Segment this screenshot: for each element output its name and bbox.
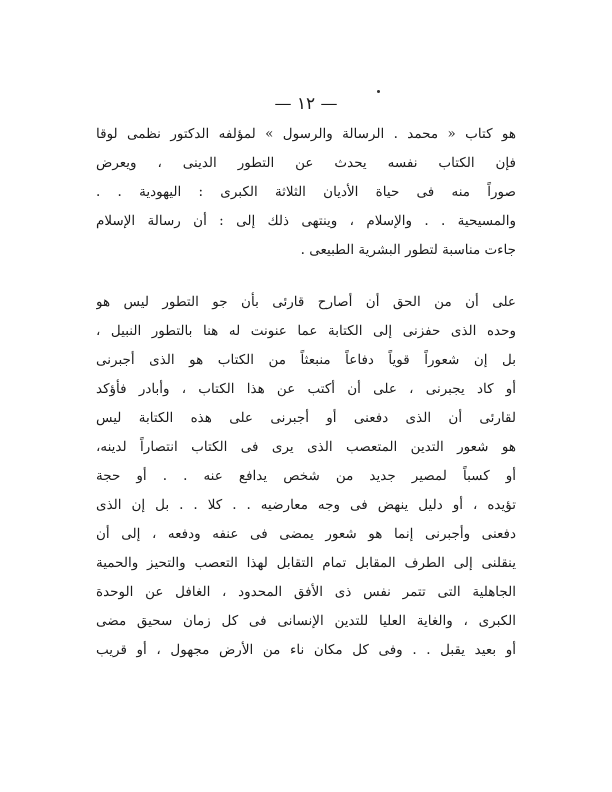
page-number: — ١٢ —: [274, 94, 338, 114]
text-line: هو كتاب « محمد . الرسالة والرسول » لمؤلفه الدكتور نظمى لوقا: [96, 126, 516, 142]
text-line: ينقلنى إلى الطرف المقابل تمام التقابل لهذا التعصب والتحيز والحمية: [96, 555, 516, 571]
text-line: الجاهلية التى تتمر نفس ذى الأفق المحدود ، الغافل عن الوحدة: [96, 584, 516, 600]
text-line: وحده الذى حفزنى إلى الكتابة عما عنونت له هنا بالتطور النبيل ،: [96, 323, 516, 339]
text-line: والمسيحية . . والإسلام ، وينتهى ذلك إلى : أن رسالة الإسلام: [96, 213, 516, 229]
paragraph-1: [96, 120, 516, 265]
text-line: دفعنى وأجبرنى إنما هو شعور يمضى فى عنفه ودفعه ، إلى أن: [96, 526, 516, 542]
text-line: جاءت مناسبة لتطور البشرية الطبيعى .: [300, 242, 516, 258]
text-line: الكبرى ، والغاية العليا للتدين الإنسانى فى كل زمان سحيق مضى: [96, 613, 516, 629]
text-line: أو بعيد يقبل . . وفى كل مكان ناء من الأرض مجهول ، أو قريب: [96, 642, 516, 658]
text-line: فإن الكتاب نفسه يحدث عن التطور الدينى ، ويعرض: [96, 155, 516, 171]
paragraph-2: [96, 288, 516, 665]
text-line: لقارئى أن الذى دفعنى أو أجبرنى على هذه الكتابة ليس: [96, 410, 516, 426]
text-line: صوراً منه فى حياة الأديان الثلاثة الكبرى : اليهودية . .: [96, 184, 516, 200]
text-line: على أن من الحق أن أصارح قارئى بأن جو التطور ليس هو: [96, 294, 516, 310]
text-line: تؤيده ، أو دليل ينهض فى وجه معارضيه . . كلا . . بل إن الذى: [96, 497, 516, 513]
text-line: بل إن شعوراً قوياً دفاعاً منبعثاً من الكتاب هو الذى أجبرنى: [96, 352, 516, 368]
text-line: هو شعور التدين المتعصب الذى يرى فى الكتاب انتصاراً لدينه،: [96, 439, 516, 455]
ink-speck: [377, 90, 380, 93]
text-line: أو كسباً لمصير جديد من شخص يدافع عنه . . أو حجة: [96, 468, 516, 484]
text-line: أو كاد يجبرنى ، على أن أكتب عن هذا الكتاب ، وأبادر فأؤكد: [96, 381, 516, 397]
